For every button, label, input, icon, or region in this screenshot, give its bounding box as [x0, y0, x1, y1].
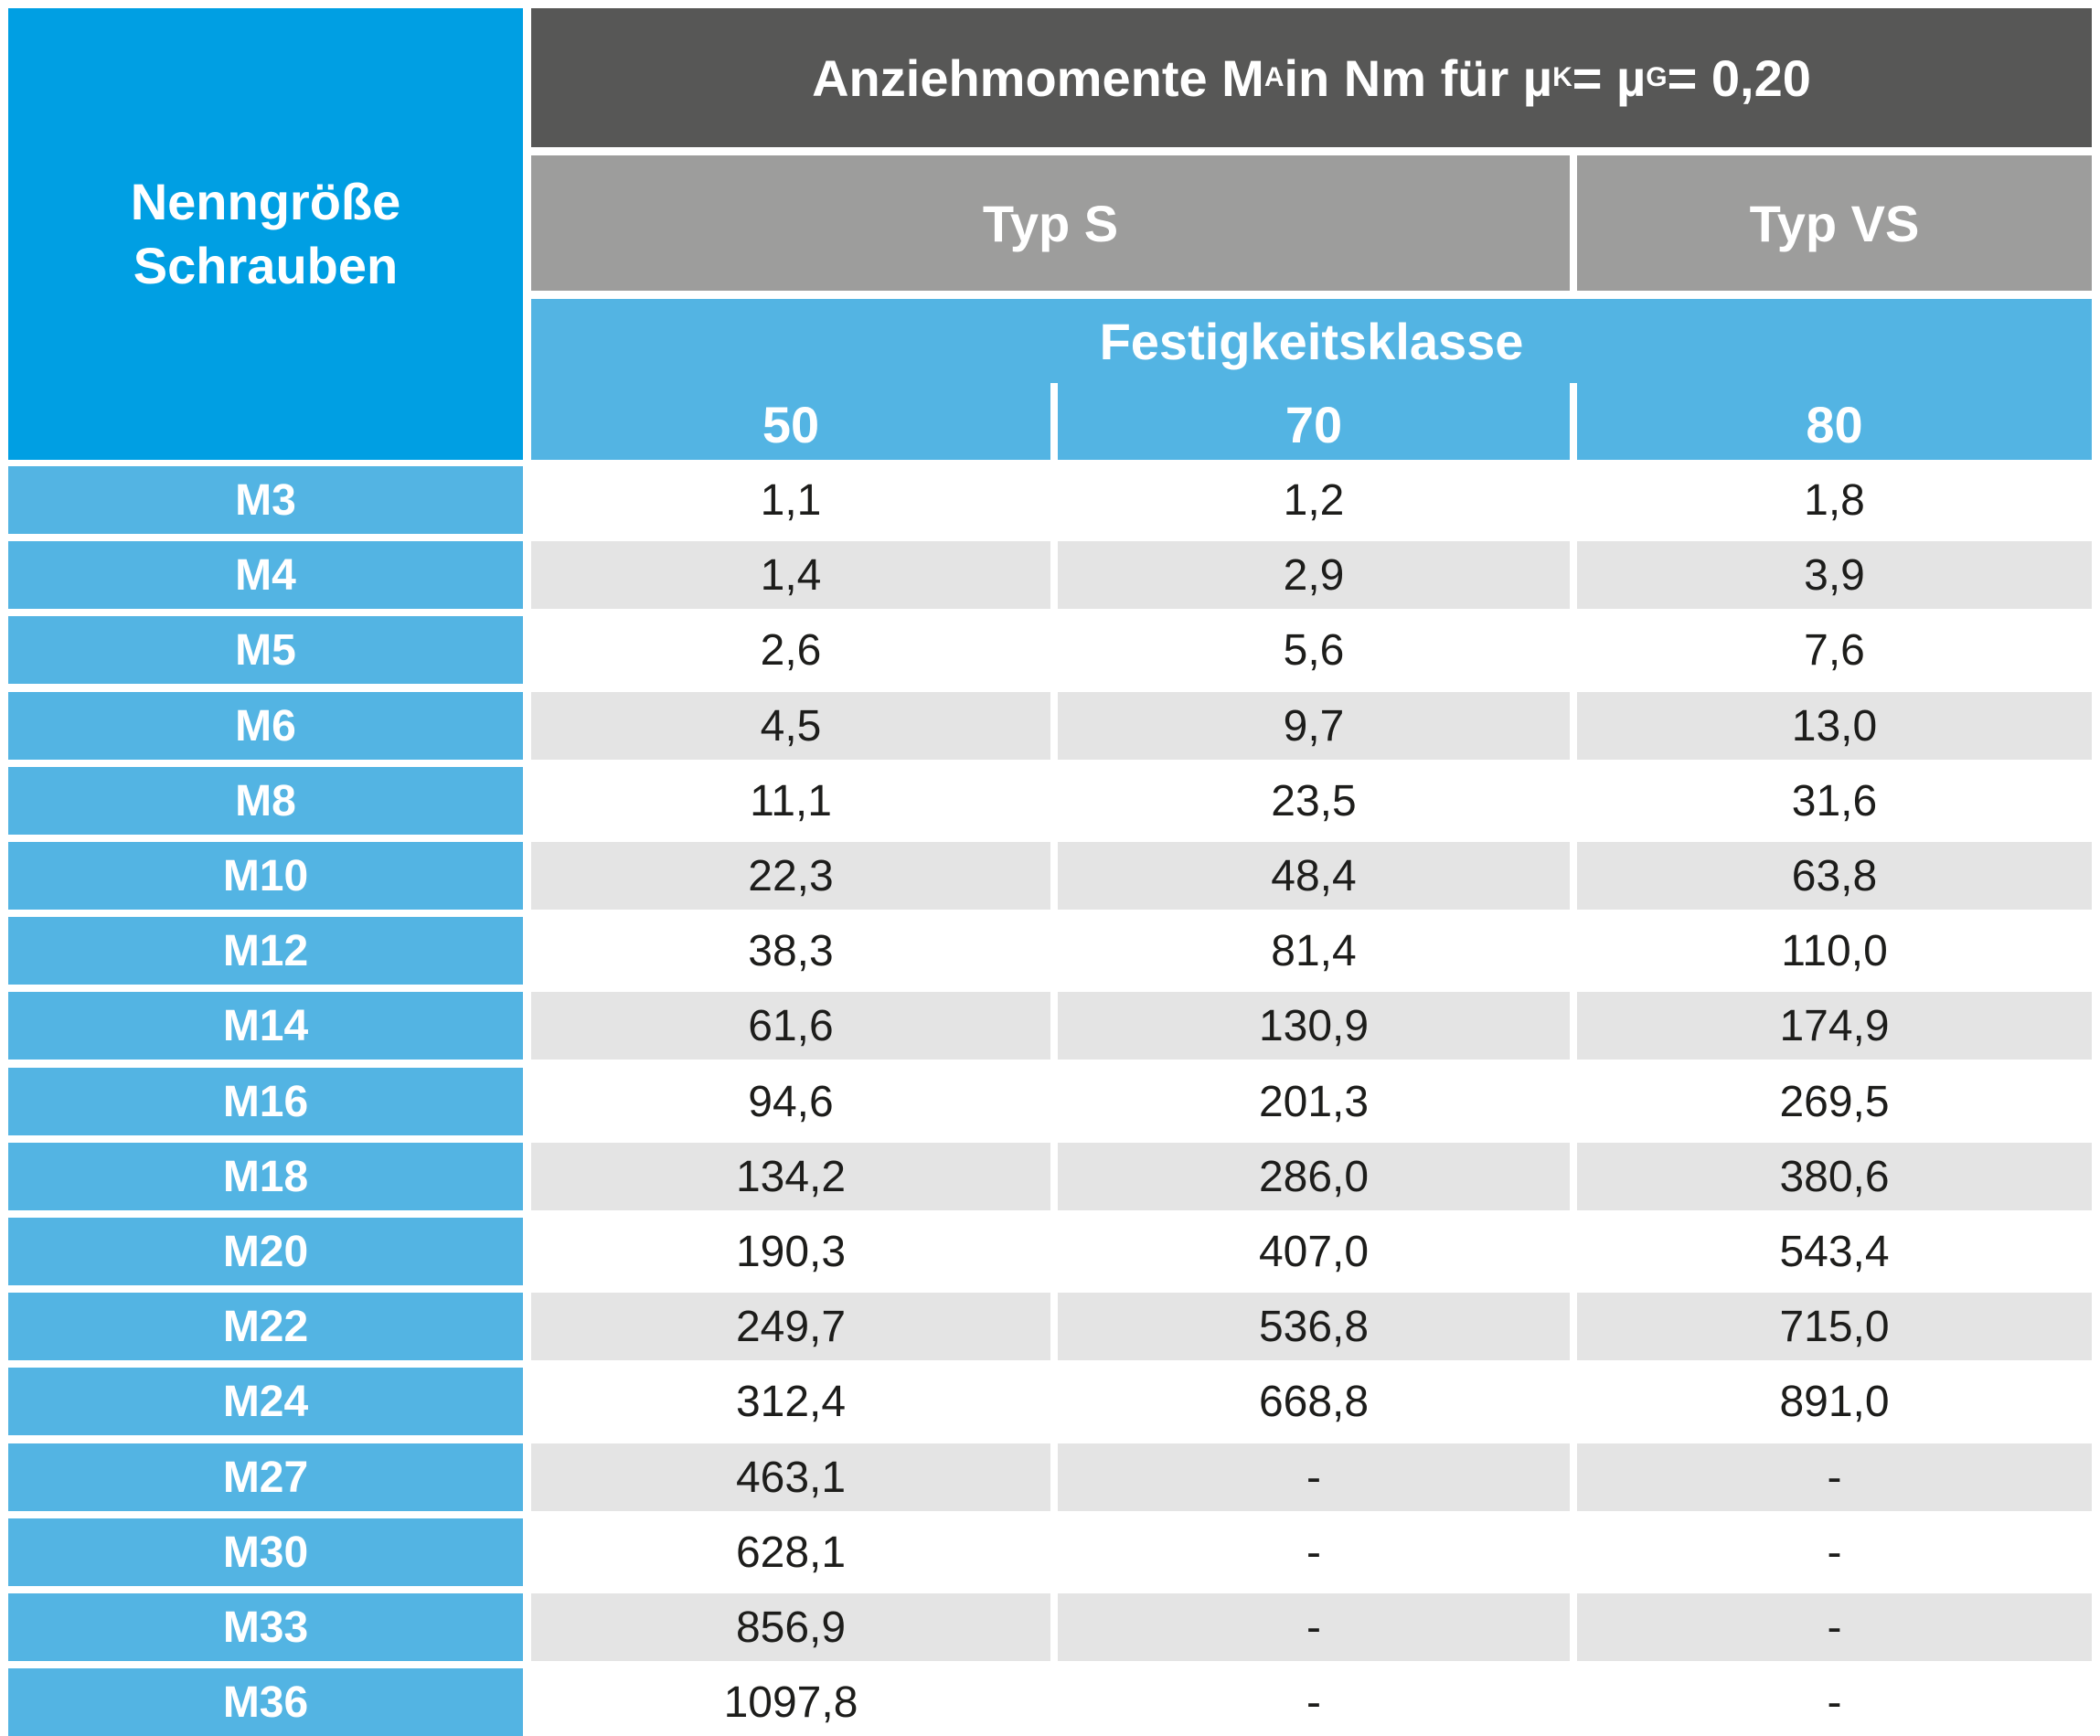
type-vs-header: Typ VS: [1577, 155, 2092, 291]
size-label: M10: [8, 842, 523, 910]
torque-value-80: -: [1827, 1677, 1842, 1727]
size-label: M36: [8, 1668, 523, 1736]
torque-value-80: 174,9: [1577, 992, 2092, 1060]
size-label: M8: [8, 767, 523, 835]
torque-value-50: 22,3: [531, 842, 1050, 910]
torque-value-50: 2,6: [760, 625, 822, 675]
title-part2: in Nm für µ: [1284, 48, 1553, 107]
torque-value-80: 715,0: [1577, 1293, 2092, 1360]
festigkeitsklasse-label: Festigkeitsklasse: [1099, 313, 1524, 370]
title-part4: = 0,20: [1667, 48, 1811, 107]
torque-value-80: 7,6: [1804, 625, 1865, 675]
size-label: M16: [8, 1068, 523, 1135]
torque-value-70: -: [1058, 1593, 1570, 1661]
torque-value-80: 110,0: [1781, 926, 1888, 975]
torque-value-80: -: [1577, 1443, 2092, 1511]
torque-value-70: 2,9: [1058, 541, 1570, 609]
festigkeitsklasse-header: [531, 299, 2092, 460]
title-part1: Anziehmomente M: [812, 48, 1264, 107]
torque-value-80: 3,9: [1577, 541, 2092, 609]
size-label: M12: [8, 917, 523, 985]
class-divider: [1570, 383, 1577, 460]
torque-value-70: -: [1306, 1528, 1321, 1577]
torque-value-50: 11,1: [750, 776, 832, 825]
size-column-header: [8, 8, 523, 460]
type-s-header: Typ S: [531, 155, 1570, 291]
torque-value-80: -: [1827, 1528, 1842, 1577]
torque-value-50: 249,7: [531, 1293, 1050, 1360]
class-70-header: 70: [1285, 395, 1343, 453]
torque-value-50: 190,3: [735, 1227, 847, 1276]
torque-value-80: 269,5: [1779, 1077, 1890, 1126]
size-header-line1: Nenngröße: [130, 173, 401, 230]
torque-value-50: 463,1: [531, 1443, 1050, 1511]
torque-value-50: 38,3: [748, 926, 834, 975]
class-80-header: 80: [1806, 395, 1863, 453]
size-label: M33: [8, 1593, 523, 1661]
size-label: M3: [8, 466, 523, 534]
torque-value-80: 543,4: [1779, 1227, 1890, 1276]
torque-value-70: 407,0: [1258, 1227, 1370, 1276]
torque-value-50: 628,1: [735, 1528, 847, 1577]
torque-value-80: 31,6: [1791, 776, 1878, 825]
title-part3: = µ: [1572, 48, 1647, 107]
torque-value-70: 9,7: [1058, 692, 1570, 760]
torque-value-50: 312,4: [735, 1377, 847, 1426]
size-label: M4: [8, 541, 523, 609]
torque-value-50: 61,6: [531, 992, 1050, 1060]
size-label: M22: [8, 1293, 523, 1360]
size-label: M18: [8, 1143, 523, 1210]
torque-value-70: -: [1306, 1677, 1321, 1727]
class-50-header: 50: [762, 395, 820, 453]
size-header-line2: Schrauben: [133, 237, 399, 294]
torque-value-80: 891,0: [1779, 1377, 1890, 1426]
torque-value-80: 63,8: [1577, 842, 2092, 910]
torque-value-70: 81,4: [1271, 926, 1357, 975]
size-label: M30: [8, 1518, 523, 1586]
torque-value-50: 1,4: [531, 541, 1050, 609]
size-label: M24: [8, 1368, 523, 1435]
torque-value-70: 48,4: [1058, 842, 1570, 910]
torque-value-70: 23,5: [1271, 776, 1357, 825]
size-label: M14: [8, 992, 523, 1060]
size-label: M5: [8, 616, 523, 684]
torque-value-70: 668,8: [1258, 1377, 1370, 1426]
torque-value-80: 380,6: [1577, 1143, 2092, 1210]
table-title: Anziehmomente M A in Nm für µ K = µ G = 0,20: [531, 8, 2092, 147]
torque-value-80: 1,8: [1804, 475, 1865, 525]
size-label: M6: [8, 692, 523, 760]
torque-value-50: 1,1: [760, 475, 822, 525]
torque-value-80: -: [1577, 1593, 2092, 1661]
torque-value-70: 1,2: [1283, 475, 1345, 525]
torque-value-50: 856,9: [531, 1593, 1050, 1661]
size-label: M27: [8, 1443, 523, 1511]
torque-value-70: 201,3: [1258, 1077, 1370, 1126]
torque-value-50: 94,6: [748, 1077, 834, 1126]
class-divider: [1050, 383, 1058, 460]
torque-value-70: 286,0: [1058, 1143, 1570, 1210]
torque-value-50: 4,5: [531, 692, 1050, 760]
torque-value-50: 134,2: [531, 1143, 1050, 1210]
torque-value-70: 536,8: [1058, 1293, 1570, 1360]
size-label: M20: [8, 1218, 523, 1285]
torque-value-70: -: [1058, 1443, 1570, 1511]
torque-value-80: 13,0: [1577, 692, 2092, 760]
torque-value-70: 5,6: [1283, 625, 1345, 675]
torque-value-50: 1097,8: [723, 1677, 858, 1727]
torque-value-70: 130,9: [1058, 992, 1570, 1060]
